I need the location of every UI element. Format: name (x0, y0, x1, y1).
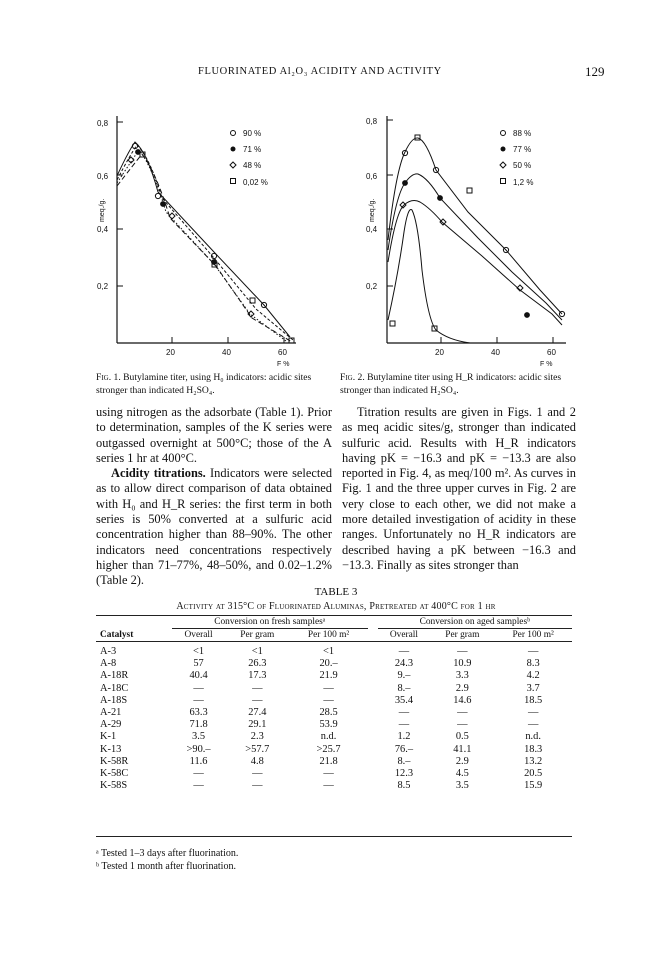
fig2-legend-12: 1,2 % (513, 178, 534, 187)
footnote-b: ᵇ Tested 1 month after fluorination. (96, 861, 236, 872)
cell-fresh-per-gram: <1 (251, 646, 263, 657)
cell-fresh-per-100m2: >25.7 (316, 743, 341, 755)
cell-aged-overall: 8.– (397, 682, 411, 694)
cell-catalyst: K-1 (100, 731, 117, 743)
cell-aged-overall: 8.– (397, 755, 411, 767)
cell-fresh-overall: — (193, 694, 204, 706)
cell-aged-overall: — (398, 646, 410, 657)
column-gap (368, 780, 378, 792)
cell-catalyst: A-21 (100, 707, 122, 719)
cell-fresh-per-100m2: — (323, 768, 334, 780)
cell-fresh-overall: — (193, 682, 204, 694)
fig2-legend-88: 88 % (513, 129, 532, 138)
table-title: TABLE 3 (314, 586, 358, 598)
column-gap (368, 744, 378, 756)
cell-fresh-per-gram: 26.3 (248, 658, 267, 670)
figure-2-plot (387, 116, 566, 343)
cell-catalyst: A-18R (100, 670, 129, 682)
cell-aged-overall: 8.5 (397, 780, 411, 792)
cell-aged-per-gram: — (457, 707, 468, 719)
cell-aged-overall: 1.2 (397, 731, 411, 743)
cell-fresh-per-gram: 4.8 (250, 755, 264, 767)
column-gap (368, 719, 378, 731)
fig2-ytick-02: 0,2 (366, 282, 378, 291)
cell-fresh-per-100m2: 28.5 (319, 707, 338, 719)
fig1-ytick-04: 0,4 (97, 225, 109, 234)
left-paragraph-2 (96, 466, 332, 588)
table-row (96, 646, 572, 658)
figure-2-caption (340, 372, 576, 397)
cell-aged-per-100m2: — (527, 719, 539, 731)
left-paragraph-2-text: Indicators were selected as to allow direct comparison of data obtained with H₀ and H_R series: the first term in both series is 50% converted at a sulfuric acid concentration higher than 88–90%. The other indicators need concentrations respectively higher than 71–77%, 48–50%, and 0.02–1.2% (Table 2). (96, 466, 333, 588)
cell-aged-per-100m2: n.d. (525, 731, 541, 743)
cell-fresh-per-gram: 17.3 (248, 670, 267, 682)
cell-aged-per-100m2: 15.9 (524, 780, 543, 792)
cell-fresh-per-100m2: — (323, 780, 334, 792)
footnote-a: ᵃ Tested 1–3 days after fluorination. (96, 848, 239, 859)
table-bottom-rule (96, 836, 572, 837)
fig1-legend-48: 48 % (243, 161, 262, 170)
column-gap (368, 768, 378, 780)
cell-fresh-overall: 71.8 (189, 719, 208, 731)
cell-aged-per-gram: 2.9 (455, 682, 469, 694)
figure-1-plot (117, 116, 296, 343)
table-row (96, 683, 572, 695)
column-gap (368, 707, 378, 719)
cell-fresh-overall: 57 (193, 658, 204, 670)
figure-1-caption (96, 372, 336, 397)
figure-1-caption-text: Butylamine titer, using H₀ indicators: acidic sites stronger than indicated H₂SO₄. (96, 372, 312, 396)
col-header-aged-overall: Overall (389, 630, 419, 640)
cell-aged-per-100m2: — (527, 707, 539, 719)
cell-catalyst: K-58C (100, 768, 129, 780)
table-row (96, 719, 572, 731)
column-gap (368, 731, 378, 743)
fig2-curve-88 (388, 138, 562, 314)
cell-fresh-per-gram: 2.3 (250, 731, 264, 743)
figure-2-caption-text: Butylamine titer using H_R indicators: acidic sites stronger than indicated H₂SO₄. (340, 372, 562, 396)
cell-aged-per-gram: 10.9 (453, 658, 472, 670)
cell-catalyst: A-29 (100, 719, 122, 731)
section-heading-acidity: Acidity titrations. (111, 466, 206, 481)
cell-aged-per-gram: 14.6 (453, 694, 472, 706)
column-gap (368, 670, 378, 682)
cell-fresh-overall: 63.3 (189, 707, 208, 719)
col-header-aged-per-gram: Per gram (445, 630, 480, 640)
fig1-xlabel: F % (277, 361, 290, 368)
cell-fresh-per-100m2: n.d. (320, 731, 337, 743)
table-row (96, 707, 572, 719)
column-gap (368, 646, 378, 658)
cell-fresh-overall: 40.4 (189, 670, 208, 682)
cell-aged-per-100m2: 18.5 (524, 694, 543, 706)
column-gap (368, 756, 378, 768)
cell-fresh-overall: >90.– (186, 743, 211, 755)
left-paragraph-1: using nitrogen as the adsorbate (Table 1). Prior to determination, samples of the K series were outgassed overnight at 500°C; those of the A series 1 hr at 400°C. (96, 405, 332, 465)
cell-aged-per-gram: — (457, 719, 468, 731)
col-header-fresh-overall: Overall (184, 630, 213, 640)
right-paragraph-1: Titration results are given in Figs. 1 and 2 as meq acidic sites/g, stronger than indicated sulfuric acid. Results with H_R indicators having pK = −16.3 and pK = −13.3 are also reported in Fig. 4, as meq/100 m². As curves in Fig. 1 and the three upper curves in Fig. 2 are very close to each other, we did not make a more detailed investigation of acidity in these ranges. Unfortunately no H_R indicators are described having a pK between −16.3 and −13.3. Finally as sites stronger than (342, 405, 576, 572)
cell-fresh-per-gram: — (252, 780, 263, 792)
col-header-aged-per-100m2: Per 100 m² (512, 630, 554, 640)
fig1-ytick-08: 0,8 (97, 119, 109, 128)
table-row (96, 658, 572, 670)
cell-aged-overall: 24.3 (394, 658, 414, 670)
fig2-curve-77 (388, 174, 562, 320)
cell-fresh-overall: <1 (193, 646, 205, 657)
table-row (96, 768, 572, 780)
figures-artwork (0, 0, 672, 380)
cell-aged-overall: 76.– (394, 743, 414, 755)
table-row (96, 731, 572, 743)
cell-aged-per-100m2: 3.7 (526, 682, 540, 694)
cell-aged-per-gram: 41.1 (453, 743, 472, 755)
cell-fresh-per-gram: 27.4 (248, 707, 267, 719)
fig2-ytick-06: 0,6 (366, 172, 378, 181)
cell-fresh-per-gram: >57.7 (245, 743, 270, 755)
table-row (96, 695, 572, 707)
cell-catalyst: K-58R (100, 755, 129, 767)
cell-aged-overall: — (398, 707, 410, 719)
fig2-xtick-60: 60 (547, 348, 556, 357)
col-header-catalyst: Catalyst (100, 629, 134, 640)
cell-fresh-per-100m2: 53.9 (319, 719, 338, 731)
cell-fresh-per-gram: 29.1 (248, 719, 267, 731)
figure-1-caption-label: Fig. 1. (96, 372, 121, 383)
cell-fresh-per-100m2: 21.9 (319, 670, 338, 682)
cell-fresh-per-100m2: — (323, 682, 334, 694)
figure-2-caption-label: Fig. 2. (340, 372, 365, 383)
cell-fresh-per-100m2: 21.8 (319, 755, 338, 767)
cell-aged-per-100m2: 13.2 (524, 755, 543, 767)
cell-fresh-per-100m2: — (323, 694, 334, 706)
cell-catalyst: A-8 (100, 658, 117, 670)
fig1-xtick-60: 60 (278, 348, 287, 357)
cell-fresh-overall: 11.6 (189, 755, 208, 767)
fig2-xtick-40: 40 (491, 348, 500, 357)
cell-catalyst: A-3 (100, 646, 117, 657)
cell-aged-per-gram: 2.9 (455, 755, 469, 767)
fig2-curve-12 (388, 209, 470, 343)
column-gap (368, 695, 378, 707)
fig1-xtick-20: 20 (166, 348, 175, 357)
body-right-column (342, 405, 576, 573)
column-gap (368, 683, 378, 695)
cell-aged-overall: 35.4 (394, 694, 414, 706)
fig2-ytick-08: 0,8 (366, 117, 378, 126)
fig1-legend-71: 71 % (243, 145, 262, 154)
cell-aged-per-100m2: 18.3 (524, 743, 543, 755)
col-header-fresh-per-100m2: Per 100 m² (307, 630, 350, 640)
table-row (96, 780, 572, 792)
fig1-legend-90: 90 % (243, 129, 262, 138)
cell-aged-overall: 12.3 (394, 768, 414, 780)
column-gap (368, 658, 378, 670)
cell-fresh-overall: — (193, 768, 204, 780)
table-row (96, 756, 572, 768)
fig1-ytick-06: 0,6 (97, 172, 109, 181)
cell-aged-per-100m2: 4.2 (526, 670, 540, 682)
table-body (96, 642, 572, 793)
cell-catalyst: K-13 (100, 743, 122, 755)
cell-aged-per-100m2: — (527, 646, 539, 657)
cell-aged-per-gram: — (457, 646, 468, 657)
cell-aged-per-gram: 3.3 (455, 670, 469, 682)
cell-aged-per-100m2: 20.5 (524, 768, 543, 780)
cell-fresh-per-gram: — (252, 694, 263, 706)
cell-catalyst: A-18S (100, 694, 128, 706)
cell-fresh-overall: 3.5 (192, 731, 206, 743)
cell-aged-per-gram: 3.5 (455, 780, 469, 792)
fig1-ytick-02: 0,2 (97, 282, 109, 291)
cell-catalyst: K-58S (100, 780, 128, 792)
cell-aged-per-gram: 4.5 (455, 768, 469, 780)
cell-aged-overall: 9.– (397, 670, 411, 682)
cell-fresh-per-100m2: <1 (323, 646, 335, 657)
fig2-xtick-20: 20 (435, 348, 444, 357)
fig2-xlabel: F % (540, 361, 553, 368)
running-title: FLUORINATED Al₂O₃ ACIDITY AND ACTIVITY (198, 66, 442, 77)
group-header-fresh: Conversion on fresh samplesᵃ (172, 616, 368, 629)
fig1-ylabel: meq./g. (99, 198, 106, 222)
table-row (96, 670, 572, 682)
body-left-column (96, 405, 332, 589)
cell-aged-per-100m2: 8.3 (526, 658, 540, 670)
fig1-legend-002: 0,02 % (243, 178, 268, 187)
fig2-legend-50: 50 % (513, 161, 532, 170)
cell-fresh-per-100m2: 20.– (319, 658, 338, 670)
group-header-aged: Conversion on aged samplesᵇ (378, 616, 572, 629)
page-number: 129 (585, 64, 605, 79)
cell-aged-per-gram: 0.5 (455, 731, 469, 743)
fig1-xtick-40: 40 (222, 348, 231, 357)
activity-table (96, 616, 572, 792)
cell-catalyst: A-18C (100, 682, 129, 694)
col-header-fresh-per-gram: Per gram (240, 630, 275, 640)
cell-fresh-overall: — (193, 780, 204, 792)
fig2-ytick-04: 0,4 (366, 225, 378, 234)
cell-fresh-per-gram: — (252, 768, 263, 780)
cell-aged-overall: — (398, 719, 410, 731)
table-caption: Activity at 315°C of Fluorinated Aluminas, Pretreated at 400°C for 1 hr (176, 601, 496, 612)
fig2-ylabel: meq./g. (369, 198, 376, 222)
table-row (96, 744, 572, 756)
cell-fresh-per-gram: — (252, 682, 263, 694)
fig2-legend-77: 77 % (513, 145, 532, 154)
